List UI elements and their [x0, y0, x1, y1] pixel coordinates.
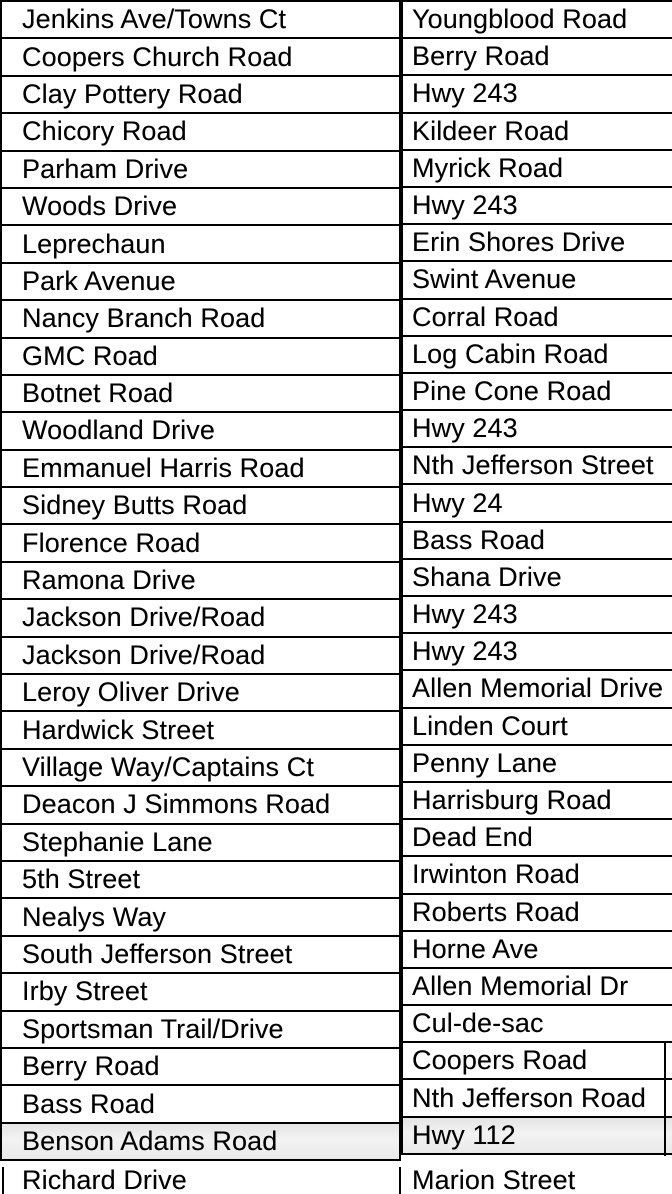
table-cell-cross-street: Corral Road: [403, 300, 672, 337]
table-cell-street: Richard Drive: [22, 1165, 187, 1194]
table-cell-street: Sportsman Trail/Drive: [2, 1012, 399, 1049]
table-cell-street: Leprechaun: [2, 226, 399, 263]
table-cell-street: 5th Street: [2, 862, 399, 899]
table-cell-cross-street: Hwy 243: [403, 597, 672, 634]
continuation-row: [0, 1166, 672, 1194]
table-cell-cross-street: Irwinton Road: [403, 857, 672, 894]
table-cell-cross-street: Cul-de-sac: [403, 1006, 672, 1043]
table-cell-cross-street: Hwy 243: [403, 188, 672, 225]
table-cell-cross-street: Roberts Road: [403, 895, 672, 932]
table-cell-street: GMC Road: [2, 339, 399, 376]
table-cell-street: Village Way/Captains Ct: [2, 750, 399, 787]
table-cell-cross-street: Allen Memorial Drive: [403, 671, 672, 708]
table-column-cross-streets: [401, 0, 672, 1155]
table-cell-cross-street: Pine Cone Road: [403, 374, 672, 411]
table-cell-street: Florence Road: [2, 525, 399, 562]
table-cell-cross-street: Marion Street: [412, 1165, 576, 1194]
table-cell-cross-street: Erin Shores Drive: [403, 225, 672, 262]
table-cell-street: Coopers Church Road: [2, 39, 399, 76]
table-cell-street: Bass Road: [2, 1086, 399, 1123]
table-cell-street: Benson Adams Road: [2, 1124, 399, 1161]
table-cell-street: Woods Drive: [2, 189, 399, 226]
table-cell-street: Ramona Drive: [2, 563, 399, 600]
table-cell-street: Deacon J Simmons Road: [2, 787, 399, 824]
table-cell-cross-street: Allen Memorial Dr: [403, 969, 672, 1006]
table-cell-street: Nealys Way: [2, 899, 399, 936]
continuation-column-divider: [399, 1167, 401, 1194]
table-cell-cross-street: Log Cabin Road: [403, 337, 672, 374]
table-cell-cross-street: Hwy 112: [403, 1118, 672, 1155]
table-cell-street: Chicory Road: [2, 114, 399, 151]
table-cell-street: Leroy Oliver Drive: [2, 675, 399, 712]
table-cell-street: Hardwick Street: [2, 712, 399, 749]
table-cell-street: Jackson Drive/Road: [2, 638, 399, 675]
table-cell-cross-street: Penny Lane: [403, 746, 672, 783]
table-cell-cross-street: Berry Road: [403, 39, 672, 76]
table-cell-cross-street: Linden Court: [403, 709, 672, 746]
table-cell-street: Berry Road: [2, 1049, 399, 1086]
table-cell-cross-street: Hwy 243: [403, 76, 672, 113]
table-cell-cross-street: Nth Jefferson Road: [403, 1080, 672, 1117]
table-cell-cross-street: Dead End: [403, 820, 672, 857]
continuation-left-border: [2, 1167, 4, 1194]
table-cell-cross-street: Myrick Road: [403, 151, 672, 188]
table-cell-street: Jenkins Ave/Towns Ct: [2, 2, 399, 39]
table-right-border: [664, 1042, 666, 1156]
table-cell-cross-street: Hwy 243: [403, 411, 672, 448]
table-cell-cross-street: Hwy 243: [403, 634, 672, 671]
table-cell-cross-street: Horne Ave: [403, 932, 672, 969]
table-cell-street: Botnet Road: [2, 376, 399, 413]
table-cell-cross-street: Nth Jefferson Street: [403, 448, 672, 485]
table-cell-cross-street: Shana Drive: [403, 560, 672, 597]
table-cell-street: South Jefferson Street: [2, 937, 399, 974]
table-cell-cross-street: Coopers Road: [403, 1043, 672, 1080]
table-cell-street: Park Avenue: [2, 264, 399, 301]
table-cell-street: Jackson Drive/Road: [2, 600, 399, 637]
table-cell-cross-street: Swint Avenue: [403, 262, 672, 299]
table-cell-cross-street: Youngblood Road: [403, 2, 672, 39]
table-cell-street: Sidney Butts Road: [2, 488, 399, 525]
table-cell-street: Nancy Branch Road: [2, 301, 399, 338]
table-cell-cross-street: Bass Road: [403, 523, 672, 560]
table-cell-street: Parham Drive: [2, 152, 399, 189]
table-cell-street: Stephanie Lane: [2, 825, 399, 862]
table-cell-cross-street: Harrisburg Road: [403, 783, 672, 820]
table-cell-street: Emmanuel Harris Road: [2, 451, 399, 488]
table-cell-street: Woodland Drive: [2, 413, 399, 450]
table-cell-street: Irby Street: [2, 974, 399, 1011]
table-cell-cross-street: Hwy 24: [403, 485, 672, 522]
table-cell-street: Clay Pottery Road: [2, 77, 399, 114]
table-cell-cross-street: Kildeer Road: [403, 114, 672, 151]
